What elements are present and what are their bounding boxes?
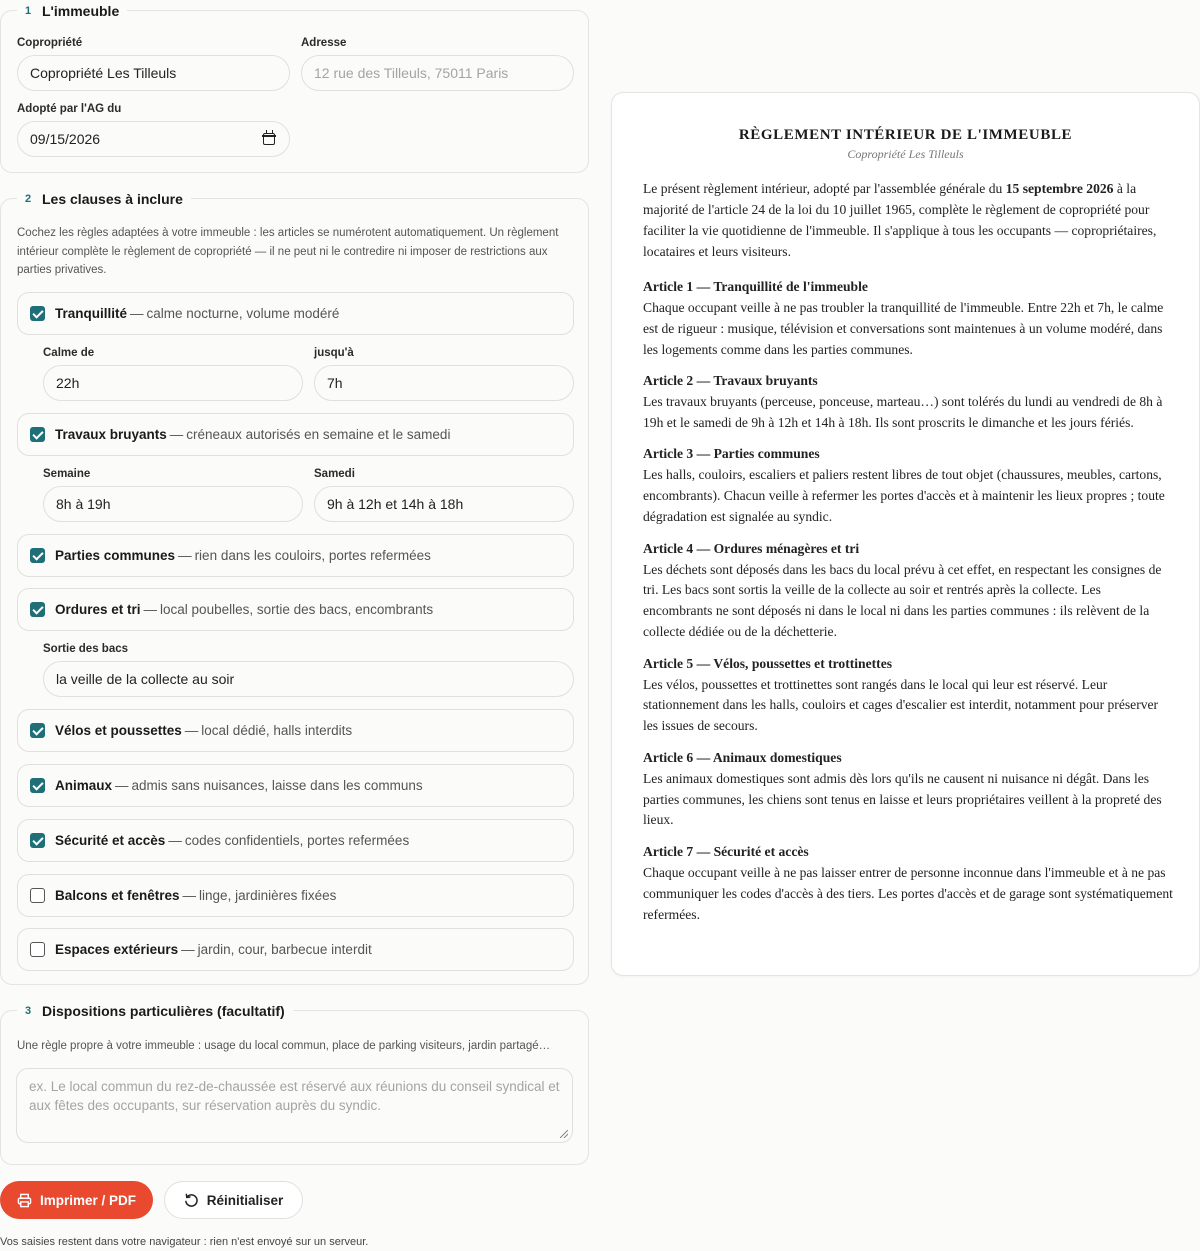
article-3 bbox=[643, 444, 1173, 528]
checkbox-checked[interactable] bbox=[30, 778, 45, 793]
article-6 bbox=[643, 748, 1173, 832]
clause-name: Espaces extérieurs bbox=[55, 942, 179, 957]
dispositions-textarea[interactable] bbox=[16, 1068, 573, 1143]
clause-desc: créneaux autorisés en semaine et le samedi bbox=[186, 427, 451, 442]
clause-dash: — bbox=[143, 602, 158, 617]
clause-desc: rien dans les couloirs, portes refermées bbox=[194, 548, 431, 563]
section-number: 3 bbox=[25, 1005, 32, 1017]
article-title: Article 6 — Animaux domestiques bbox=[643, 749, 842, 765]
clause-desc: calme nocturne, volume modéré bbox=[146, 306, 340, 321]
checkbox-checked[interactable] bbox=[30, 723, 45, 738]
reset-icon bbox=[184, 1193, 199, 1208]
jusqua-input[interactable]: 7h bbox=[314, 365, 574, 401]
article-text: Les halls, couloirs, escaliers et paliers restent libres de tout objet (chaussures, meubles, cartons, encombrants). Chacun veille à refermer les portes d'accès et à maintenir les lieux propres ; toute dégradation est signalée au syndic. bbox=[643, 467, 1165, 525]
date-adoption-label: Adopté par l'AG du bbox=[17, 103, 122, 115]
clause-desc: codes confidentiels, portes refermées bbox=[184, 833, 410, 848]
adresse-input[interactable]: 12 rue des Tilleuls, 75011 Paris bbox=[301, 55, 574, 91]
intro-date: 15 septembre 2026 bbox=[1005, 181, 1114, 196]
clause-espaces-exterieurs[interactable] bbox=[17, 928, 574, 971]
clause-securite-acces[interactable] bbox=[17, 819, 574, 862]
clause-name: Parties communes bbox=[55, 548, 176, 563]
samedi-input[interactable]: 9h à 12h et 14h à 18h bbox=[314, 486, 574, 522]
section-dispositions-legend bbox=[17, 1000, 293, 1022]
clause-desc: local poubelles, sortie des bacs, encombrants bbox=[160, 602, 434, 617]
checkbox-unchecked[interactable] bbox=[30, 942, 45, 957]
checkbox-checked[interactable] bbox=[30, 833, 45, 848]
article-title: Article 3 — Parties communes bbox=[643, 446, 820, 462]
clause-ordures-tri[interactable] bbox=[17, 588, 574, 631]
clause-desc: local dédié, halls interdits bbox=[201, 723, 353, 738]
article-7 bbox=[643, 842, 1173, 926]
article-5 bbox=[643, 654, 1173, 738]
checkbox-checked[interactable] bbox=[30, 427, 45, 442]
date-adoption-input[interactable] bbox=[17, 121, 290, 157]
intro-text-after: à la majorité de l'article 24 de la loi du 10 juillet 1965, complète le règlement de copropriété pour faciliter la vie quotidienne de l'immeuble. Il s'applique à tous les occupants — copropriétaires, locataires et leurs visiteurs. bbox=[643, 181, 1157, 259]
article-text: Les animaux domestiques sont admis dès lors qu'ils ne causent ni nuisance ni dégât. Dans les parties communes, les chiens sont tenus en laisse et leurs propriétaires veillent à la propreté des lieux. bbox=[643, 770, 1162, 828]
privacy-note: Vos saisies restent dans votre navigateur : rien n'est envoyé sur un serveur. bbox=[0, 1236, 369, 1248]
section-number: 2 bbox=[25, 193, 32, 205]
clause-name: Animaux bbox=[55, 778, 113, 793]
checkbox-unchecked[interactable] bbox=[30, 888, 45, 903]
reglement-preview-card bbox=[611, 92, 1200, 976]
article-text: Les vélos, poussettes et trottinettes sont rangés dans le local qui leur est réservé. Leur stationnement dans les halls, couloirs et cages d'escalier est interdit, notamment pour préserver les issues de secours. bbox=[643, 676, 1159, 734]
clause-dash: — bbox=[178, 548, 192, 563]
article-title: Article 7 — Sécurité et accès bbox=[643, 843, 809, 859]
section-clauses bbox=[0, 191, 589, 985]
date-adoption-value: 09/15/2026 bbox=[30, 131, 101, 147]
clause-parties-communes[interactable] bbox=[17, 534, 574, 577]
checkbox-checked[interactable] bbox=[30, 306, 45, 321]
section-immeuble-legend bbox=[17, 0, 127, 22]
article-text: Les travaux bruyants (perceuse, ponceuse, marteau…) sont tolérés du lundi au vendredi de 8h à 19h et le samedi de 9h à 12h et 14h à 18h. Ils sont proscrits le dimanche et les jours fériés. bbox=[643, 394, 1163, 431]
section-clauses-legend bbox=[17, 188, 191, 210]
reglement-body bbox=[643, 179, 1173, 926]
reset-label: Réinitialiser bbox=[206, 1192, 284, 1208]
article-text: Les déchets sont déposés dans les bacs du local prévu à cet effet, en respectant les consignes de tri. Les bacs sont sortis la veille de la collecte au soir et rentrés après la collecte. Les encombrants ne sont déposés ni dans le local ni dans les parties communes : ils relèvent de la collecte dédiée ou de la déchetterie. bbox=[643, 561, 1162, 640]
printer-icon bbox=[17, 1193, 32, 1208]
calendar-icon[interactable] bbox=[263, 133, 275, 145]
clause-name: Travaux bruyants bbox=[55, 427, 167, 442]
clause-dash: — bbox=[169, 427, 184, 442]
article-title: Article 4 — Ordures ménagères et tri bbox=[643, 540, 860, 556]
section-title: Les clauses à inclure bbox=[42, 191, 183, 207]
samedi-label: Samedi bbox=[314, 468, 355, 480]
clause-name: Vélos et poussettes bbox=[55, 723, 182, 738]
clause-velos-poussettes[interactable] bbox=[17, 709, 574, 752]
copropriete-input[interactable]: Copropriété Les Tilleuls bbox=[17, 55, 290, 91]
calme-de-input[interactable]: 22h bbox=[43, 365, 303, 401]
checkbox-checked[interactable] bbox=[30, 602, 45, 617]
clause-animaux[interactable] bbox=[17, 764, 574, 807]
sortie-bacs-label: Sortie des bacs bbox=[43, 643, 129, 655]
clause-desc: linge, jardinières fixées bbox=[199, 888, 337, 903]
print-pdf-button[interactable] bbox=[0, 1181, 153, 1219]
section-immeuble bbox=[0, 3, 589, 173]
clause-balcons-fenetres[interactable] bbox=[17, 874, 574, 917]
clause-dash: — bbox=[184, 723, 199, 738]
adresse-label: Adresse bbox=[301, 37, 347, 49]
reglement-subtitle: Copropriété Les Tilleuls bbox=[847, 147, 964, 161]
jusqua-label: jusqu'à bbox=[314, 347, 354, 359]
article-4 bbox=[643, 539, 1173, 644]
checkbox-checked[interactable] bbox=[30, 548, 45, 563]
resize-grip-icon[interactable] bbox=[560, 1130, 568, 1138]
clause-desc: jardin, cour, barbecue interdit bbox=[197, 942, 372, 957]
section-number: 1 bbox=[25, 5, 32, 17]
semaine-label: Semaine bbox=[43, 468, 91, 480]
article-title: Article 2 — Travaux bruyants bbox=[643, 373, 818, 389]
article-text: Chaque occupant veille à ne pas troubler la tranquillité de l'immeuble. Entre 22h et 7h, le calme est de rigueur : musique, télévision et conversations sont maintenues à un volume modéré, dans les logements comme dans les parties communes. bbox=[643, 300, 1164, 357]
clause-tranquillite[interactable] bbox=[17, 292, 574, 335]
clause-dash: — bbox=[182, 888, 197, 903]
clause-dash: — bbox=[115, 778, 129, 793]
clause-dash: — bbox=[181, 942, 195, 957]
copropriete-label: Copropriété bbox=[17, 37, 83, 49]
section-title: Dispositions particulières (facultatif) bbox=[42, 1003, 285, 1019]
clauses-help-text: Cochez les règles adaptées à votre immeuble : les articles se numérotent automatiquement. Un règlement intérieur complète le règlement de copropriété — il ne peut ni le contredire ni imposer de restrictions aux parties privatives. bbox=[17, 227, 559, 276]
print-pdf-label: Imprimer / PDF bbox=[39, 1192, 137, 1208]
dispositions-placeholder: ex. Le local commun du rez-de-chaussée est réservé aux réunions du conseil syndical et aux fêtes des occupants, sur réservation auprès du syndic. bbox=[29, 1079, 560, 1113]
intro-text-before: Le présent règlement intérieur, adopté par l'assemblée générale du bbox=[643, 181, 1006, 196]
clause-desc: admis sans nuisances, laisse dans les communs bbox=[131, 778, 423, 793]
article-title: Article 1 — Tranquillité de l'immeuble bbox=[643, 279, 868, 295]
clause-name: Ordures et tri bbox=[55, 602, 141, 617]
sortie-bacs-input[interactable]: la veille de la collecte au soir bbox=[43, 661, 574, 697]
article-1 bbox=[643, 277, 1173, 361]
dispositions-help-text: Une règle propre à votre immeuble : usage du local commun, place de parking visiteurs, jardin partagé… bbox=[17, 1040, 551, 1052]
article-text: Chaque occupant veille à ne pas laisser entrer de personne inconnue dans l'immeuble et à ne pas communiquer les codes d'accès à des tiers. Les portes d'accès et de garage sont systématiquement refermées. bbox=[643, 864, 1173, 922]
reglement-intro bbox=[643, 179, 1173, 263]
section-title: L'immeuble bbox=[42, 3, 120, 19]
clause-dash: — bbox=[130, 306, 144, 321]
calme-de-label: Calme de bbox=[43, 347, 95, 359]
article-title: Article 5 — Vélos, poussettes et trottinettes bbox=[643, 655, 893, 671]
semaine-input[interactable]: 8h à 19h bbox=[43, 486, 303, 522]
clause-dash: — bbox=[168, 833, 182, 848]
reglement-title: RÈGLEMENT INTÉRIEUR DE L'IMMEUBLE bbox=[738, 127, 1073, 143]
clause-name: Tranquillité bbox=[55, 306, 128, 321]
clause-travaux-bruyants[interactable] bbox=[17, 413, 574, 456]
clause-name: Balcons et fenêtres bbox=[55, 888, 180, 903]
reset-button[interactable] bbox=[164, 1181, 303, 1219]
article-2 bbox=[643, 371, 1173, 434]
clause-name: Sécurité et accès bbox=[55, 833, 166, 848]
